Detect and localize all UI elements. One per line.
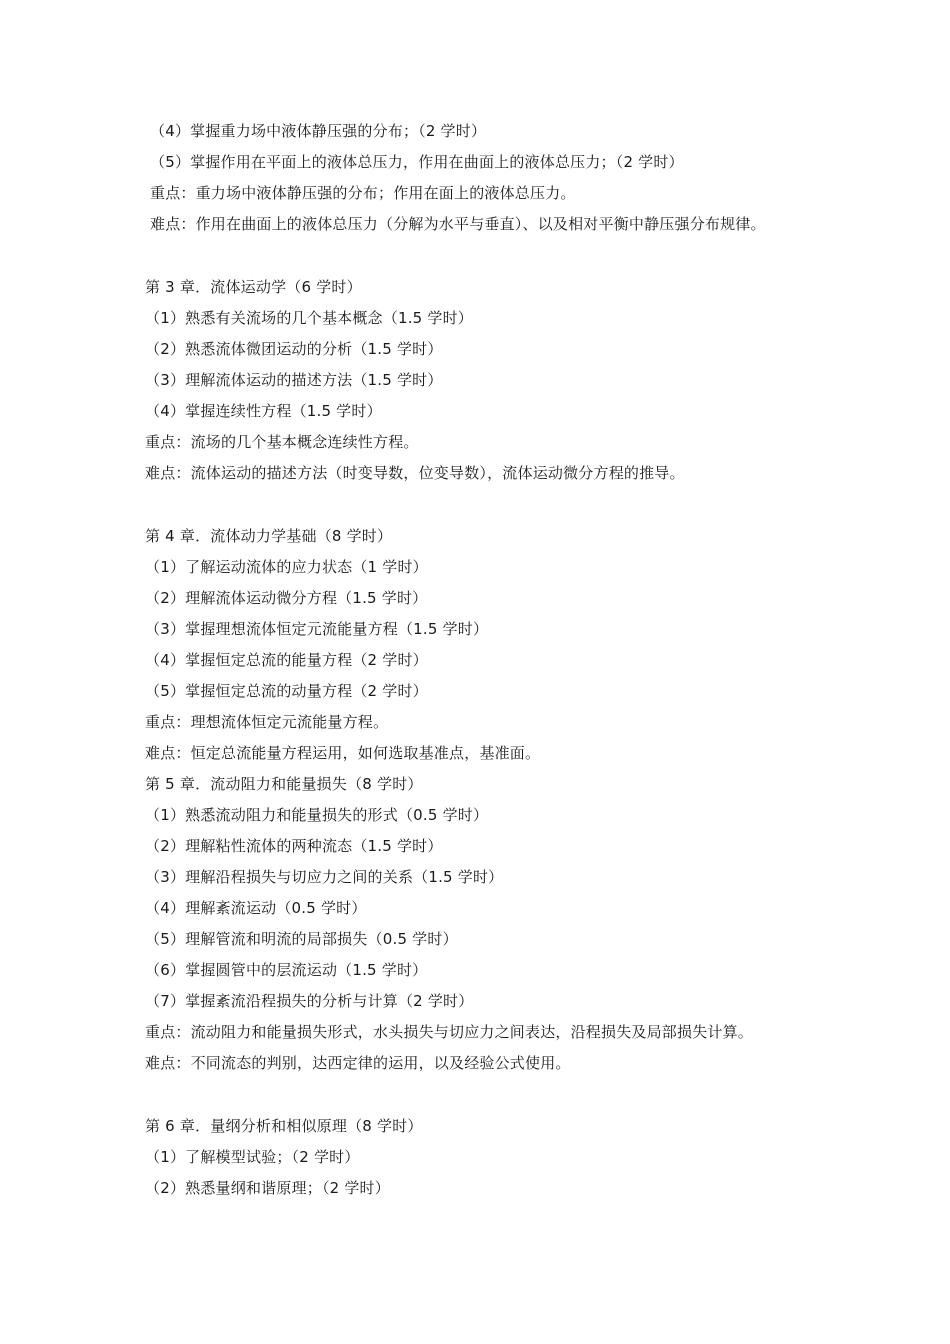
text-line: （2）理解流体运动微分方程（1.5 学时） [145, 589, 428, 607]
text-line: 难点：恒定总流能量方程运用，如何选取基准点，基准面。 [145, 744, 541, 762]
text-line: （4）掌握恒定总流的能量方程（2 学时） [145, 651, 428, 669]
text-line: （1）熟悉有关流场的几个基本概念（1.5 学时） [145, 309, 473, 327]
text-line: 难点：作用在曲面上的液体总压力（分解为水平与垂直）、以及相对平衡中静压强分布规律。 [150, 215, 766, 233]
text-line: （2）熟悉流体微团运动的分析（1.5 学时） [145, 340, 443, 358]
text-line: （3）理解流体运动的描述方法（1.5 学时） [145, 371, 443, 389]
text-line: （1）熟悉流动阻力和能量损失的形式（0.5 学时） [145, 806, 489, 824]
text-line: （2）理解粘性流体的两种流态（1.5 学时） [145, 837, 443, 855]
text-line: 难点：不同流态的判别，达西定律的运用，以及经验公式使用。 [145, 1054, 571, 1072]
text-line: （4）理解紊流运动（0.5 学时） [145, 899, 367, 917]
chapter-heading: 第 6 章．量纲分析和相似原理（8 学时） [145, 1117, 423, 1135]
text-line: （5）掌握恒定总流的动量方程（2 学时） [145, 682, 428, 700]
text-line: 难点：流体运动的描述方法（时变导数，位变导数），流体运动微分方程的推导。 [145, 464, 685, 482]
chapter-heading: 第 4 章．流体动力学基础（8 学时） [145, 527, 393, 545]
text-line: 重点：理想流体恒定元流能量方程。 [145, 713, 389, 731]
text-line: （3）理解沿程损失与切应力之间的关系（1.5 学时） [145, 868, 504, 886]
text-line: （1）了解模型试验；（2 学时） [145, 1148, 360, 1166]
text-line: （2）熟悉量纲和谐原理；（2 学时） [145, 1179, 390, 1197]
text-line: （6）掌握圆管中的层流运动（1.5 学时） [145, 961, 428, 979]
text-line: 重点：流场的几个基本概念连续性方程。 [145, 433, 419, 451]
text-line: （7）掌握紊流沿程损失的分析与计算（2 学时） [145, 992, 474, 1010]
text-line: （3）掌握理想流体恒定元流能量方程（1.5 学时） [145, 620, 489, 638]
text-line: 重点：流动阻力和能量损失形式，水头损失与切应力之间表达，沿程损失及局部损失计算。 [145, 1023, 754, 1041]
text-line: （4）掌握重力场中液体静压强的分布；（2 学时） [150, 122, 487, 140]
text-line: （4）掌握连续性方程（1.5 学时） [145, 402, 382, 420]
chapter-heading: 第 3 章．流体运动学（6 学时） [145, 278, 362, 296]
text-line: 重点：重力场中液体静压强的分布；作用在面上的液体总压力。 [150, 184, 576, 202]
chapter-heading: 第 5 章．流动阻力和能量损失（8 学时） [145, 775, 423, 793]
text-line: （5）掌握作用在平面上的液体总压力，作用在曲面上的液体总压力；（2 学时） [150, 153, 684, 171]
text-line: （5）理解管流和明流的局部损失（0.5 学时） [145, 930, 458, 948]
text-line: （1）了解运动流体的应力状态（1 学时） [145, 558, 428, 576]
